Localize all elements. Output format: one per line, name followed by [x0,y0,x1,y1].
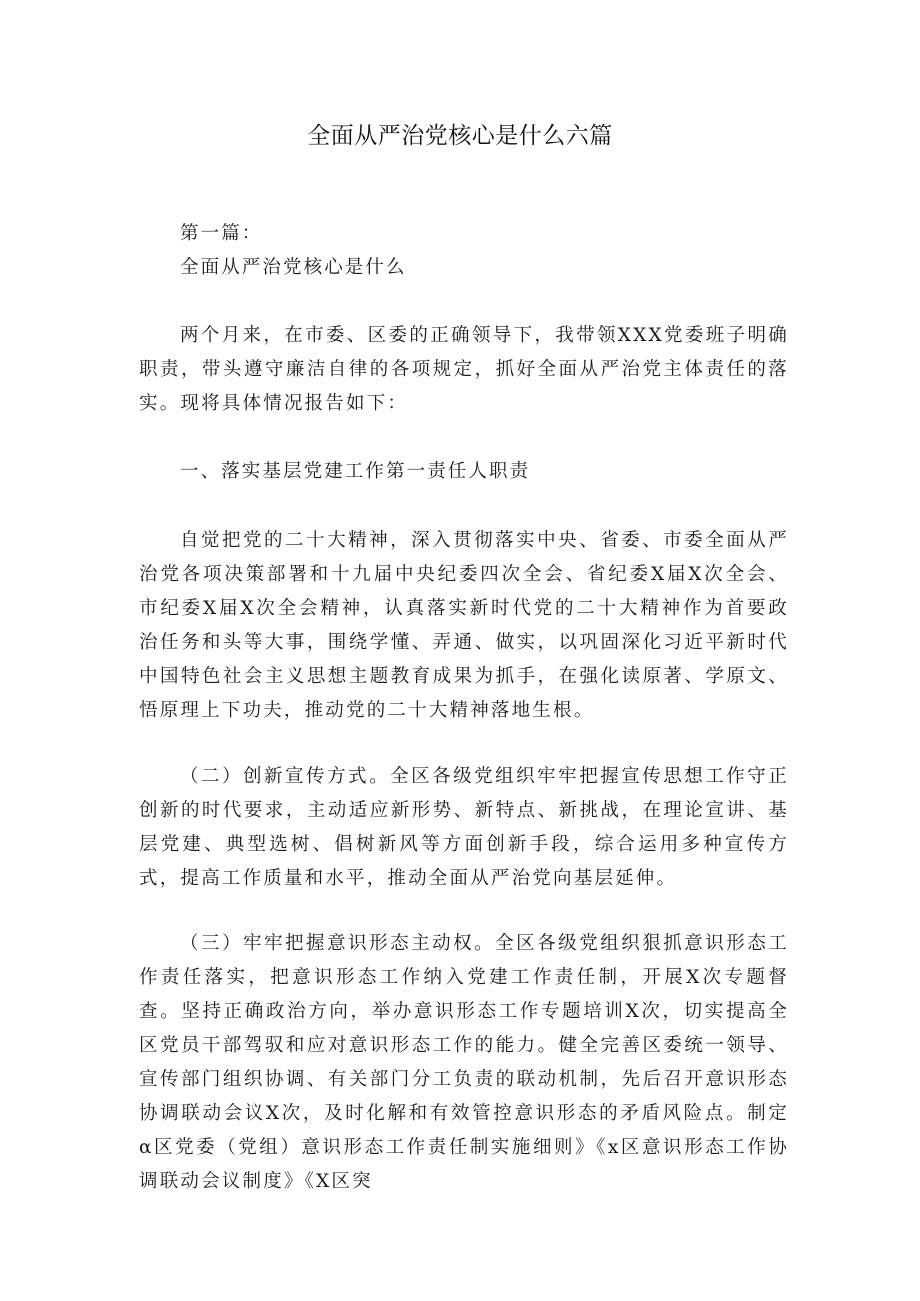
section-label: 第一篇： [180,223,263,244]
paragraph-ideology: （三）牢牢把握意识形态主动权。全区各级党组织狠抓意识形态工作责任落实，把意识形态工作纳入党建工作责任制，开展X次专题督查。坚持正确政治方向，举办意识形态工作专题培训X次，切实提高全区党员干部驾驭和应对意识形态工作的能力。健全完善区委统一领导、宣传部门组织协调、有关部门分工负责的联动机制，先后召开意识形态协调联动会议X次，及时化解和有效管控意识形态的矛盾风险点。制定α区党委（党组）意识形态工作责任制实施细则》《x区意识形态工作协调联动会议制度》《X区突 [139,933,789,1192]
paragraph-intro: 两个月来，在市委、区委的正确领导下，我带领XXX党委班子明确职责，带头遵守廉洁自律的各项规定，抓好全面从严治党主体责任的落实。现将具体情况报告如下： [139,325,789,414]
paragraph-propaganda: （二）创新宣传方式。全区各级党组织牢牢把握宣传思想工作守正创新的时代要求，主动适应新形势、新特点、新挑战，在理论宣讲、基层党建、典型选树、倡树新风等方面创新手段，综合运用多种宣传方式，提高工作质量和水平，推动全面从严治党向基层延伸。 [139,766,789,889]
heading-part-one: 一、落实基层党建工作第一责任人职责 [180,461,531,482]
section-title: 全面从严治党核心是什么 [180,257,407,278]
document-title: 全面从严治党核心是什么六篇 [307,123,613,149]
paragraph-study: 自觉把党的二十大精神，深入贯彻落实中央、省委、市委全面从严治党各项决策部署和十九届中央纪委四次全会、省纪委X届X次全会、市纪委X届X次全会精神，认真落实新时代党的二十大精神作为首要政治任务和头等大事，围绕学懂、弄通、做实，以巩固深化习近平新时代中国特色社会主义思想主题教育成果为抓手，在强化读原著、学原文、悟原理上下功夫，推动党的二十大精神落地生根。 [139,530,789,721]
